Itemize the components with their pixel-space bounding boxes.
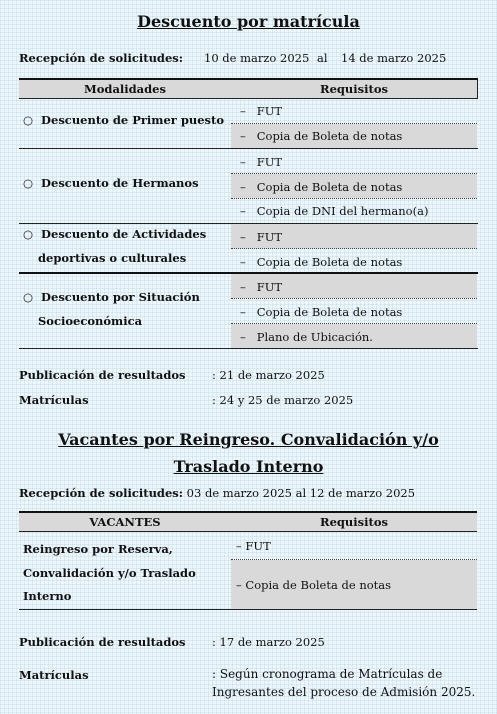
- section1-title: Descuento por matrícula: [137, 12, 360, 31]
- reception-dates: 03 de marzo 2025 al 12 de marzo 2025: [186, 486, 416, 500]
- reception-row: [19, 486, 415, 500]
- req-boleta: – Copia de Boleta de notas: [240, 305, 403, 319]
- row-divider: [231, 248, 477, 249]
- req-dni: – Copia de DNI del hermano(a): [240, 204, 429, 218]
- row-divider: [231, 559, 477, 560]
- req-label: FUT: [256, 230, 283, 244]
- table-top-border: [19, 511, 477, 513]
- table-header-right-border: [477, 78, 478, 98]
- row-divider: [231, 323, 477, 324]
- publicacion-label: Publicación de resultados: [19, 635, 186, 649]
- matriculas-value-line2: Ingresantes del proceso de Admisión 2025.: [212, 685, 476, 699]
- vacante-line2: Convalidación y/o Traslado: [23, 566, 196, 580]
- header-requisitos: Requisitos: [320, 515, 388, 529]
- req-boleta: – Copia de Boleta de notas: [240, 180, 403, 194]
- req-fut: – FUT: [240, 230, 283, 244]
- section2-title-line1: Vacantes por Reingreso. Convalidación y/o: [58, 430, 439, 449]
- req-label: Copia de Boleta de notas: [256, 180, 403, 194]
- req-fut: – FUT: [236, 539, 271, 553]
- req-label: Copia de Boleta de notas: [256, 255, 403, 269]
- req-plano: – Plano de Ubicación.: [240, 330, 373, 344]
- req-fut: – FUT: [240, 104, 283, 118]
- matriculas-label: Matrículas: [19, 668, 89, 682]
- modalidad-label: Descuento de Actividades: [41, 227, 207, 241]
- reception-separator: al: [317, 51, 328, 65]
- req-boleta: – Copia de Boleta de notas: [240, 255, 403, 269]
- matriculas-date: : 24 y 25 de marzo 2025: [212, 393, 354, 407]
- modalidad-actividades-line2: deportivas o culturales: [38, 251, 187, 265]
- modalidad-label: Descuento de Primer puesto: [41, 113, 224, 127]
- req-label: FUT: [256, 104, 283, 118]
- row-divider: [231, 298, 477, 299]
- req-label: Copia de Boleta de notas: [256, 129, 403, 143]
- row-border: [19, 148, 478, 149]
- row-border: [19, 272, 478, 274]
- req-label: Copia de Boleta de notas: [256, 305, 403, 319]
- header-bottom-border: [19, 98, 478, 99]
- req-fut: – FUT: [240, 280, 283, 294]
- header-bottom-border: [19, 531, 477, 532]
- modalidad-socioeconomica-line2: Socioeconómica: [38, 314, 143, 328]
- req-label: FUT: [256, 155, 283, 169]
- publicacion-date: : 17 de marzo 2025: [212, 635, 325, 649]
- row-divider: [231, 198, 477, 199]
- req-label: Copia de DNI del hermano(a): [256, 204, 429, 218]
- reception-label: Recepción de solicitudes:: [19, 486, 184, 500]
- req-label: Plano de Ubicación.: [256, 330, 373, 344]
- req-label: FUT: [256, 280, 283, 294]
- header-modalidades: Modalidades: [84, 82, 166, 96]
- vacante-line3: Interno: [23, 589, 72, 603]
- row-divider: [231, 173, 477, 174]
- reception-label: Recepción de solicitudes:: [19, 51, 184, 65]
- publicacion-label: Publicación de resultados: [19, 368, 186, 382]
- req-fut: – FUT: [240, 155, 283, 169]
- matriculas-value-line1: : Según cronograma de Matrículas de: [212, 667, 443, 681]
- req-boleta: – Copia de Boleta de notas: [240, 129, 403, 143]
- modalidad-label: Descuento de Hermanos: [41, 176, 199, 190]
- table-top-border: [19, 78, 478, 80]
- vacante-line1: Reingreso por Reserva,: [23, 542, 173, 556]
- reception-start-date: 10 de marzo 2025: [204, 51, 310, 65]
- modalidad-hermanos: ○ Descuento de Hermanos: [23, 176, 199, 190]
- modalidad-label: Descuento por Situación: [41, 290, 200, 304]
- table-bottom-border: [19, 348, 478, 349]
- publicacion-date: : 21 de marzo 2025: [212, 368, 325, 382]
- req-boleta: – Copia de Boleta de notas: [236, 578, 392, 592]
- modalidad-actividades: ○ Descuento de Actividades: [23, 227, 207, 241]
- modalidad-socioeconomica: ○ Descuento por Situación: [23, 290, 200, 304]
- table-bottom-border: [19, 609, 477, 610]
- header-requisitos: Requisitos: [320, 82, 388, 96]
- row-divider: [231, 123, 477, 124]
- header-vacantes: VACANTES: [89, 515, 161, 529]
- modalidad-primer-puesto: ○ Descuento de Primer puesto: [23, 113, 224, 127]
- section2-title-line2: Traslado Interno: [173, 457, 324, 476]
- matriculas-label: Matrículas: [19, 393, 89, 407]
- reception-end-date: 14 de marzo 2025: [341, 51, 447, 65]
